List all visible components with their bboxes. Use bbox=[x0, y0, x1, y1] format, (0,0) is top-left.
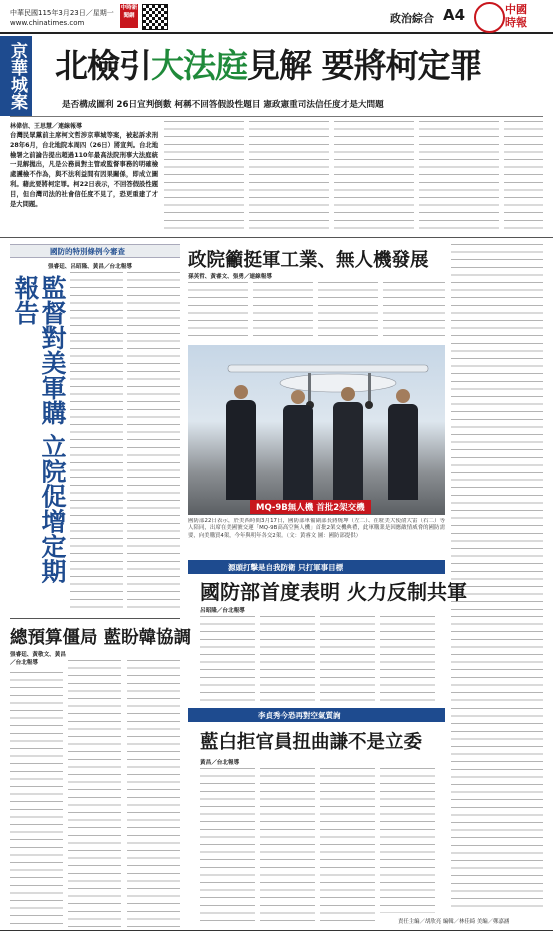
lead-body-col-1 bbox=[164, 121, 244, 233]
defense-body-col-1 bbox=[200, 616, 255, 704]
brand-label: 中時新聞網 bbox=[120, 5, 138, 19]
military-byline: 張睿廷、呂昭隆、黃昌／台北報導 bbox=[48, 264, 132, 270]
lead-body-col-5 bbox=[504, 121, 543, 233]
budget-body-col-1 bbox=[10, 672, 63, 928]
lead-headline bbox=[55, 40, 482, 87]
li-body-col-4 bbox=[380, 768, 435, 913]
lead-body-col-4 bbox=[419, 121, 499, 233]
drone-caption-title: MQ-9B無人機 首批2架交機 bbox=[250, 500, 371, 514]
drone-body-col-3 bbox=[318, 282, 378, 342]
drone-body-col-1 bbox=[188, 282, 248, 342]
military-body-col-2 bbox=[127, 272, 180, 612]
military-body-col-1 bbox=[70, 272, 123, 612]
military-band-label: 國防的特別條例今審查 bbox=[50, 247, 125, 256]
lead-byline: 林偉信、王思慧／連線報導 bbox=[10, 123, 83, 130]
budget-headline: 總預算僵局 藍盼韓協調 bbox=[10, 628, 192, 648]
footer-rule bbox=[0, 930, 553, 931]
footer-credits: 責任主編／胡欣亮 編輯／林佳綺 美編／鄭嘉涵 bbox=[398, 919, 510, 925]
defense-body-col-2 bbox=[260, 616, 315, 704]
li-body-col-1 bbox=[200, 768, 255, 926]
budget-body-col-3 bbox=[127, 660, 180, 928]
drone-body-col-2 bbox=[253, 282, 313, 342]
defense-body-col-5 bbox=[451, 616, 543, 704]
lead-body-col-3 bbox=[334, 121, 414, 233]
official-person-1 bbox=[226, 385, 256, 505]
defense-body-col-3 bbox=[320, 616, 375, 704]
section-name: 政治綜合 bbox=[390, 12, 434, 25]
li-byline: 黃昌／台北報導 bbox=[200, 760, 240, 766]
site-url: www.chinatimes.com bbox=[10, 19, 85, 27]
lead-headline-part-a: 北檢引 bbox=[55, 46, 151, 85]
military-band bbox=[10, 244, 180, 258]
lead-subhead: 是否構成圖利 26日宣判倒數 柯稱不回答假設性題目 憲政憲重司法信任度才是大問題 bbox=[62, 100, 384, 110]
lead-headline-part-b: 大法庭 bbox=[151, 46, 247, 85]
drone-headline: 政院籲挺軍工業、無人機發展 bbox=[188, 250, 429, 271]
drone-caption: 國防部22日表示，於美西時間3月17日，國防部軍備副部長蔣燒坤（左二）、在駐美大使俞大雷（右二）等人陪同，出席在美國號交運「MQ-9B高高空無人機」首批2架交機典禮，此軍購業是因應敵情威脅的國防需要，向美購買4架，今年與明年各交2架。（文：黃睿文 圖：國防部提供） bbox=[188, 518, 445, 539]
lead-bottom-rule bbox=[0, 237, 553, 238]
right-body-col bbox=[451, 244, 543, 614]
brand-badge bbox=[120, 4, 138, 28]
budget-byline: 張睿廷、黃敬文、黃昌／台北報導 bbox=[10, 652, 66, 666]
li-headline: 藍白拒官員扭曲謙不是立委 bbox=[200, 732, 423, 753]
lead-kicker: 京華城案 bbox=[7, 42, 27, 110]
li-band bbox=[188, 708, 445, 722]
drone-body-col-4 bbox=[383, 282, 445, 342]
defense-headline: 國防部首度表明 火力反制共軍 bbox=[200, 580, 467, 604]
military-vertical-headline: 監督對美軍購 立院促增定期報告 bbox=[11, 275, 67, 584]
defense-band-label: 源頭打擊是自我防衛 只打軍事目標 bbox=[228, 563, 344, 572]
official-person-3 bbox=[333, 387, 363, 505]
li-band-label: 李貞秀今恐再對空氣質詢 bbox=[258, 711, 341, 720]
lead-headline-part-c: 見解 要將柯定罪 bbox=[247, 46, 482, 85]
official-person-2 bbox=[283, 390, 313, 505]
li-body-col-2 bbox=[260, 768, 315, 926]
newspaper-logo: 中國時報 bbox=[505, 3, 527, 29]
lead-intro: 台灣民眾黨前主席柯文哲涉京華城等案，被起訴求刑28年6月，台北地院本周四（26日）將宣判。台北地檢署之前論告提出超過110年最高法院刑事大法庭統一見解拋出，凡是公務員對主管或監督事務的明確檢處護檢不作為，與不法利益間有因果關係，即成立圖利。藉此要將柯定罪。柯22日表示，不回答假設性題目，但台灣司法的社會信任度不見了，恐更重建了才是大問題。 bbox=[10, 132, 158, 208]
qr-code-icon bbox=[142, 4, 168, 30]
lead-body-col-2 bbox=[249, 121, 329, 233]
defense-band bbox=[188, 560, 445, 574]
budget-rule bbox=[10, 618, 180, 619]
page-number: A4 bbox=[443, 6, 466, 24]
budget-body-col-2 bbox=[68, 660, 121, 928]
lead-kicker-box bbox=[0, 36, 32, 116]
logo-seal-icon bbox=[474, 2, 505, 33]
issue-date: 中華民國115年3月23日／星期一 bbox=[10, 9, 114, 17]
drone-photo bbox=[188, 345, 445, 515]
defense-byline: 呂昭隆／台北報導 bbox=[200, 608, 245, 614]
defense-body-col-4 bbox=[380, 616, 435, 704]
official-person-4 bbox=[388, 389, 418, 505]
li-body-col-3 bbox=[320, 768, 375, 926]
header-bar bbox=[0, 0, 553, 34]
drone-byline: 孫英哲、黃睿文、張勇／連線報導 bbox=[188, 274, 272, 280]
li-body-col-5 bbox=[451, 708, 543, 913]
lead-rule bbox=[10, 116, 543, 117]
